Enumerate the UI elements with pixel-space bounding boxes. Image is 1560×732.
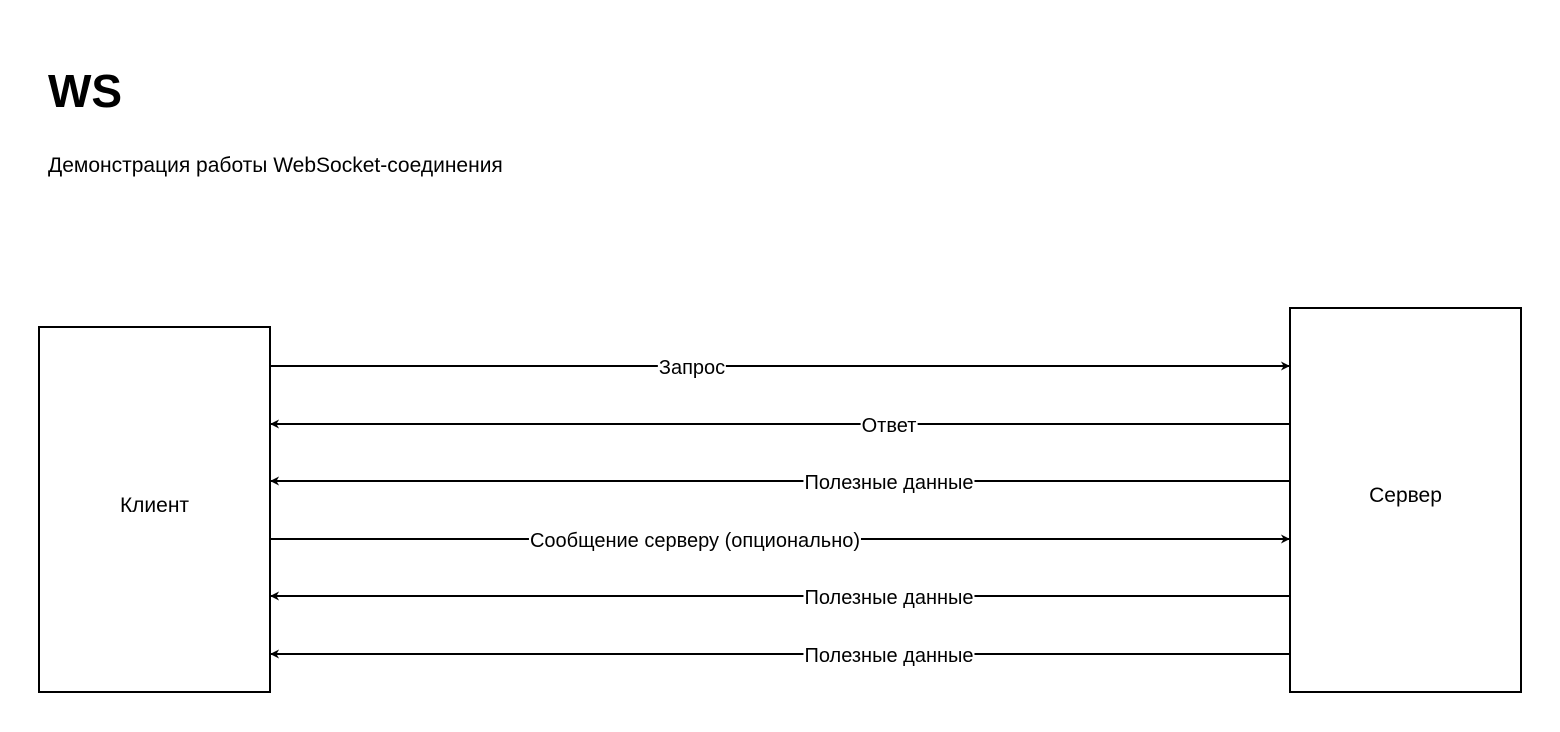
client-node	[38, 326, 271, 693]
message-label-2: Ответ	[861, 415, 917, 437]
server-label: Сервер	[1369, 484, 1442, 507]
server-node	[1289, 307, 1522, 693]
message-label-1: Запрос	[658, 357, 726, 379]
message-label-4: Сообщение серверу (опционально)	[529, 530, 861, 552]
message-label-5: Полезные данные	[804, 587, 974, 609]
message-label-3: Полезные данные	[804, 472, 974, 494]
client-label: Клиент	[119, 493, 190, 517]
message-label-6: Полезные данные	[804, 645, 974, 667]
diagram-title: WS	[48, 65, 123, 117]
diagram-subtitle: Демонстрация работы WebSocket-соединения	[48, 154, 503, 177]
